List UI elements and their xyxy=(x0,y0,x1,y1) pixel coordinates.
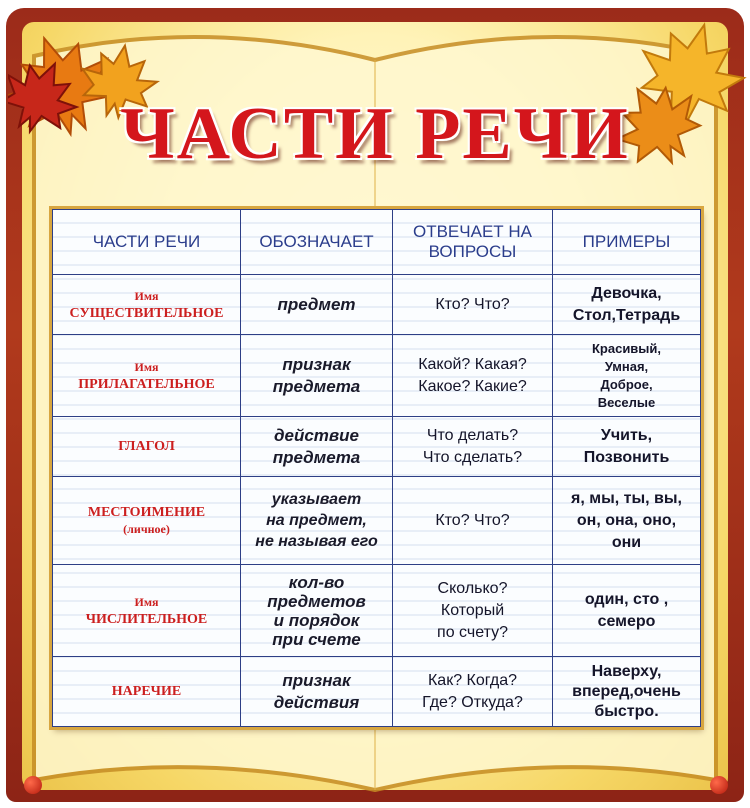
examples-cell: Девочка, Стол,Тетрадь xyxy=(553,275,701,335)
part-cell: Имя ЧИСЛИТЕЛЬНОЕ xyxy=(53,565,241,657)
table-row xyxy=(53,477,701,565)
examples-cell: Красивый, Умная, Доброе, Веселые xyxy=(553,335,701,417)
header-meaning: ОБОЗНАЧАЕТ xyxy=(241,210,393,275)
header-parts: ЧАСТИ РЕЧИ xyxy=(53,210,241,275)
examples-cell: Наверху, вперед,очень быстро. xyxy=(553,657,701,727)
questions-cell: Что делать? Что сделать? xyxy=(393,417,553,477)
part-cell: Имя СУЩЕСТВИТЕЛЬНОЕ xyxy=(53,275,241,335)
questions-cell: Кто? Что? xyxy=(393,275,553,335)
part-cell: МЕСТОИМЕНИЕ (личное) xyxy=(53,477,241,565)
meaning-cell: признак действия xyxy=(241,657,393,727)
table-row xyxy=(53,565,701,657)
examples-cell: один, сто , семеро xyxy=(553,565,701,657)
meaning-cell: признак предмета xyxy=(241,335,393,417)
part-cell: ГЛАГОЛ xyxy=(53,417,241,477)
table-row xyxy=(53,335,701,417)
questions-cell: Какой? Какая? Какое? Какие? xyxy=(393,335,553,417)
parts-of-speech-table xyxy=(52,209,701,727)
part-cell: Имя ПРИЛАГАТЕЛЬНОЕ xyxy=(53,335,241,417)
meaning-cell: действие предмета xyxy=(241,417,393,477)
berry-icon xyxy=(24,776,42,794)
examples-cell: я, мы, ты, вы, он, она, оно, они xyxy=(553,477,701,565)
header-questions: ОТВЕЧАЕТ НА ВОПРОСЫ xyxy=(393,210,553,275)
questions-cell: Сколько? Который по счету? xyxy=(393,565,553,657)
header-examples: ПРИМЕРЫ xyxy=(553,210,701,275)
table-row xyxy=(53,417,701,477)
table-row xyxy=(53,275,701,335)
questions-cell: Кто? Что? xyxy=(393,477,553,565)
questions-cell: Как? Когда? Где? Откуда? xyxy=(393,657,553,727)
table-header-row xyxy=(53,210,701,275)
examples-cell: Учить, Позвонить xyxy=(553,417,701,477)
meaning-cell: кол-во предметов и порядок при счете xyxy=(241,565,393,657)
meaning-cell: указывает на предмет, не называя его xyxy=(241,477,393,565)
berry-icon xyxy=(710,776,728,794)
page-title: ЧАСТИ РЕЧИ xyxy=(120,93,630,175)
part-cell: НАРЕЧИЕ xyxy=(53,657,241,727)
meaning-cell: предмет xyxy=(241,275,393,335)
table-row xyxy=(53,657,701,727)
